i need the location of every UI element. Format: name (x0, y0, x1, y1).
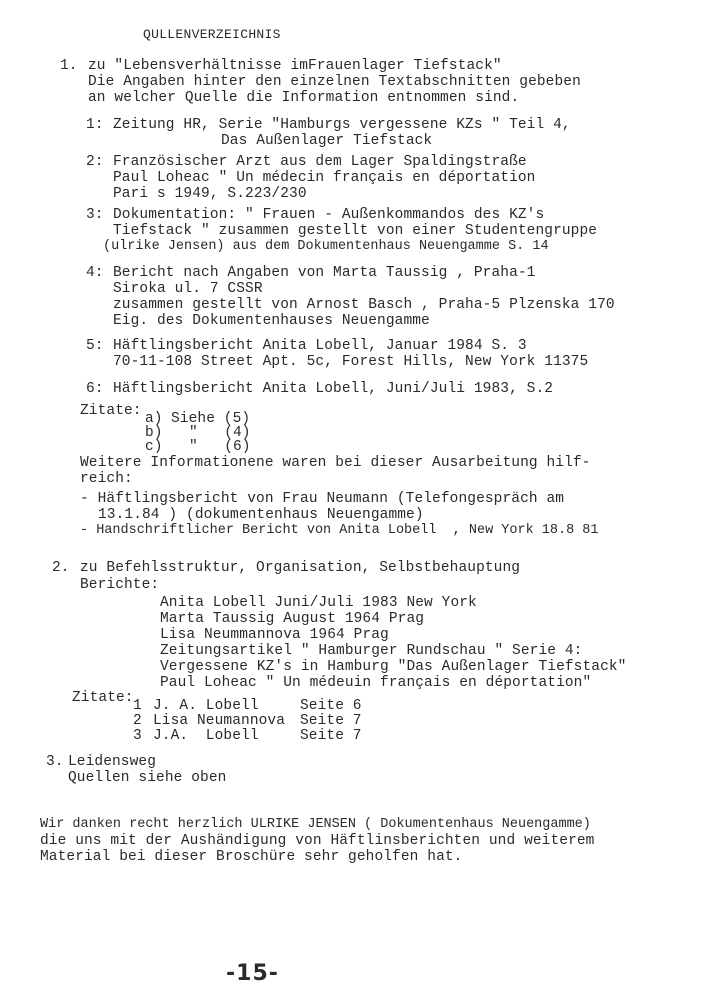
bericht-2: Marta Taussig August 1964 Prag (160, 611, 425, 627)
s2-zitat-1-num: 1 (133, 698, 142, 714)
s2-zitat-2-name: Lisa Neumannova (153, 713, 286, 729)
bericht-6: Paul Loheac " Un médeuin français en déportation" (160, 675, 592, 691)
weitere-line-2: reich: (80, 471, 133, 487)
source-1-line-2: Das Außenlager Tiefstack (221, 133, 433, 149)
bericht-3: Lisa Neummannova 1964 Prag (160, 627, 389, 643)
weitere-line-1: Weitere Informationene waren bei dieser Ausarbeitung hilf- (80, 455, 591, 471)
source-6-line-1: Häftlingsbericht Anita Lobell, Juni/Juli 1983, S.2 (113, 381, 554, 397)
zitat-b-text: " (4) (189, 425, 251, 441)
bullet-2-line-1: - Handschriftlicher Bericht von Anita Lobell , New York 18.8 81 (80, 523, 599, 538)
section-1-number: 1. (60, 58, 78, 74)
section-1-heading: zu "Lebensverhältnisse imFrauenlager Tiefstack" (88, 58, 502, 74)
page-title: QULLENVERZEICHNIS (143, 27, 281, 42)
section-2-number: 2. (52, 560, 70, 576)
source-5-label: 5: (86, 338, 104, 354)
source-3-line-3: (ulrike Jensen) aus dem Dokumentenhaus Neuengamme S. 14 (103, 239, 549, 254)
section-2-zitate-label: Zitate: (72, 690, 134, 706)
source-6-label: 6: (86, 381, 104, 397)
section-1-intro-line-1: Die Angaben hinter den einzelnen Textabschnitten gebeben (88, 74, 581, 90)
bericht-5: Vergessene KZ's in Hamburg "Das Außenlager Tiefstack" (160, 659, 627, 675)
bericht-4: Zeitungsartikel " Hamburger Rundschau " Serie 4: (160, 643, 583, 659)
source-2-label: 2: (86, 154, 104, 170)
s2-zitat-2-page: Seite 7 (300, 713, 362, 729)
section-3-text: Quellen siehe oben (68, 770, 227, 786)
zitate-label: Zitate: (80, 403, 142, 419)
s2-zitat-3-page: Seite 7 (300, 728, 362, 744)
source-4-line-2: Siroka ul. 7 CSSR (113, 281, 263, 297)
zitat-a-letter: a) (145, 411, 163, 427)
s2-zitat-1-page: Seite 6 (300, 698, 362, 714)
berichte-label: Berichte: (80, 577, 160, 593)
bullet-1-line-1: - Häftlingsbericht von Frau Neumann (Telefongespräch am (80, 491, 565, 507)
source-1-label: 1: (86, 117, 104, 133)
source-5-line-1: Häftlingsbericht Anita Lobell, Januar 1984 S. 3 (113, 338, 527, 354)
section-3-number: 3. (46, 754, 64, 770)
s2-zitat-3-num: 3 (133, 728, 142, 744)
source-2-line-2: Paul Loheac " Un médecin français en déportation (113, 170, 536, 186)
source-2-line-3: Pari s 1949, S.223/230 (113, 186, 307, 202)
zitat-c-text: " (6) (189, 439, 251, 455)
s2-zitat-2-num: 2 (133, 713, 142, 729)
page-number: -15- (226, 961, 279, 986)
source-4-line-1: Bericht nach Angaben von Marta Taussig , Praha-1 (113, 265, 536, 281)
section-1-intro-line-2: an welcher Quelle die Information entnommen sind. (88, 90, 520, 106)
thanks-line-2: die uns mit der Aushändigung von Häftlinsberichten und weiterem (40, 833, 595, 849)
thanks-line-3: Material bei dieser Broschüre sehr geholfen hat. (40, 849, 463, 865)
source-5-line-2: 70-11-108 Street Apt. 5c, Forest Hills, New York 11375 (113, 354, 589, 370)
source-4-line-3: zusammen gestellt von Arnost Basch , Praha-5 Plzenska 170 (113, 297, 615, 313)
source-2-line-1: Französischer Arzt aus dem Lager Spaldingstraße (113, 154, 527, 170)
zitat-b-letter: b) (145, 425, 163, 441)
zitat-c-letter: c) (145, 439, 163, 455)
source-3-label: 3: (86, 207, 104, 223)
zitat-a-text: Siehe (5) (171, 411, 251, 427)
bericht-1: Anita Lobell Juni/Juli 1983 New York (160, 595, 477, 611)
source-4-line-4: Eig. des Dokumentenhauses Neuengamme (113, 313, 430, 329)
section-3-heading: Leidensweg (68, 754, 157, 770)
thanks-line-1: Wir danken recht herzlich ULRIKE JENSEN ( Dokumentenhaus Neuengamme) (40, 817, 591, 832)
section-2-heading: zu Befehlsstruktur, Organisation, Selbstbehauptung (80, 560, 521, 576)
source-4-label: 4: (86, 265, 104, 281)
s2-zitat-3-name: J.A. Lobell (153, 728, 259, 744)
source-1-line-1: Zeitung HR, Serie "Hamburgs vergessene KZs " Teil 4, (113, 117, 571, 133)
s2-zitat-1-name: J. A. Lobell (153, 698, 259, 714)
source-3-line-2: Tiefstack " zusammen gestellt von einer Studentengruppe (113, 223, 598, 239)
bullet-1-line-2: 13.1.84 ) (dokumentenhaus Neuengamme) (98, 507, 424, 523)
source-3-line-1: Dokumentation: " Frauen - Außenkommandos des KZ's (113, 207, 545, 223)
